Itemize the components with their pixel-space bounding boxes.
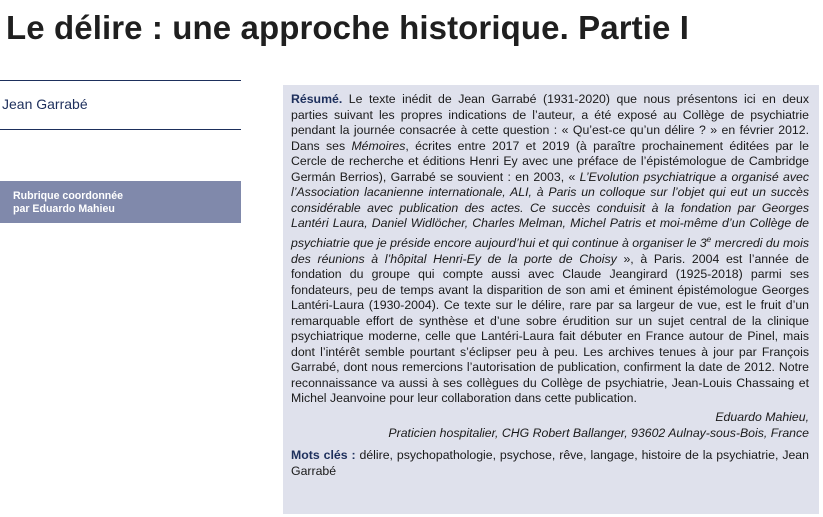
author-bottom-rule — [0, 129, 241, 130]
abstract-quote-a: L’Evolution psychiatrique a organisé avec l’Association lacanienne internationale, ALI, à Paris un colloque sur l’objet qui eut un succès considérable avec publication des actes. Ce succès conduisit à la fondation par Georges Lantéri Laura, Daniel Widlöcher, Charles Melman, Michel Patris et moi-même d’un Collège de psychiatrie que je préside encore aujourd’hui et qui continue à organiser le 3 — [291, 169, 809, 251]
author-top-rule — [0, 80, 241, 81]
abstract-quote-b: mercredi du mois des réunions à l’hôpital Henri-Ey de la porte de Choisy — [291, 236, 809, 266]
rubrique-line-2: par Eduardo Mahieu — [13, 203, 115, 215]
signature-affiliation: Praticien hospitalier, CHG Robert Ballanger, 93602 Aulnay-sous-Bois, France — [388, 425, 809, 440]
article-title: Le délire : une approche historique. Partie I — [6, 9, 689, 46]
abstract-superscript: e — [706, 234, 712, 244]
rubrique-box — [0, 181, 241, 223]
abstract-text — [291, 92, 809, 407]
signature — [291, 410, 809, 441]
keywords — [291, 448, 809, 479]
abstract-label: Résumé. — [291, 92, 343, 106]
abstract-memoires: Mémoires — [351, 138, 406, 153]
rubrique-line-1: Rubrique coordonnée — [13, 190, 124, 202]
abstract-seg-2: , écrites entre 2017 et 2019 (à paraître prochainement éditées par le Cercle de recherche et éditions Henri Ey avec une préface de l’épistémologue de Cambridge Germán Berrios), Garrabé se souvient : en 2003, « — [291, 138, 809, 184]
keywords-label: Mots clés : — [291, 448, 356, 463]
signature-name: Eduardo Mahieu, — [715, 410, 809, 425]
abstract-box — [283, 85, 819, 514]
author-name: Jean Garrabé — [2, 96, 88, 112]
abstract-seg-1: Le texte inédit de Jean Garrabé (1931-2020) que nous présentons ici en deux parties suivant les propres indications de l’auteur, a été exposé au Collège de psychiatrie pendant la journée consacrée à cette question : « Qu’est-ce qu’un délire ? » en février 2012. Dans ses — [291, 92, 809, 153]
keywords-list: délire, psychopathologie, psychose, rêve, langage, histoire de la psychiatrie, Jean Garrabé — [291, 448, 809, 478]
abstract-seg-3: », à Paris. 2004 est l’année de fondation du groupe qui compte aussi avec Claude Jeangirard (1925-2018) parmi ses fondateurs, peu de temps avant la disparition de son ami et éminent épistémologue Georges Lantéri-Laura (1930-2004). Ce texte sur le délire, rare par sa largeur de vue, est le fruit d’un remarquable effort de synthèse et d’une sobre érudition sur un sujet central de la clinique psychiatrique moderne, celle que Lantéri-Laura fait débuter en France autour de Pinel, mais dont l’intérêt semble pourtant s’éclipser peu à peu. Les archives tenues à jour par François Garrabé, dont nous remercions l’autorisation de publication, confirment la date de 2012. Notre reconnaissance va aussi à ses collègues du Collège de psychiatrie, Jean-Louis Chassaing et Michel Jeanvoine pour leur collaboration dans cette publication. — [291, 251, 809, 406]
